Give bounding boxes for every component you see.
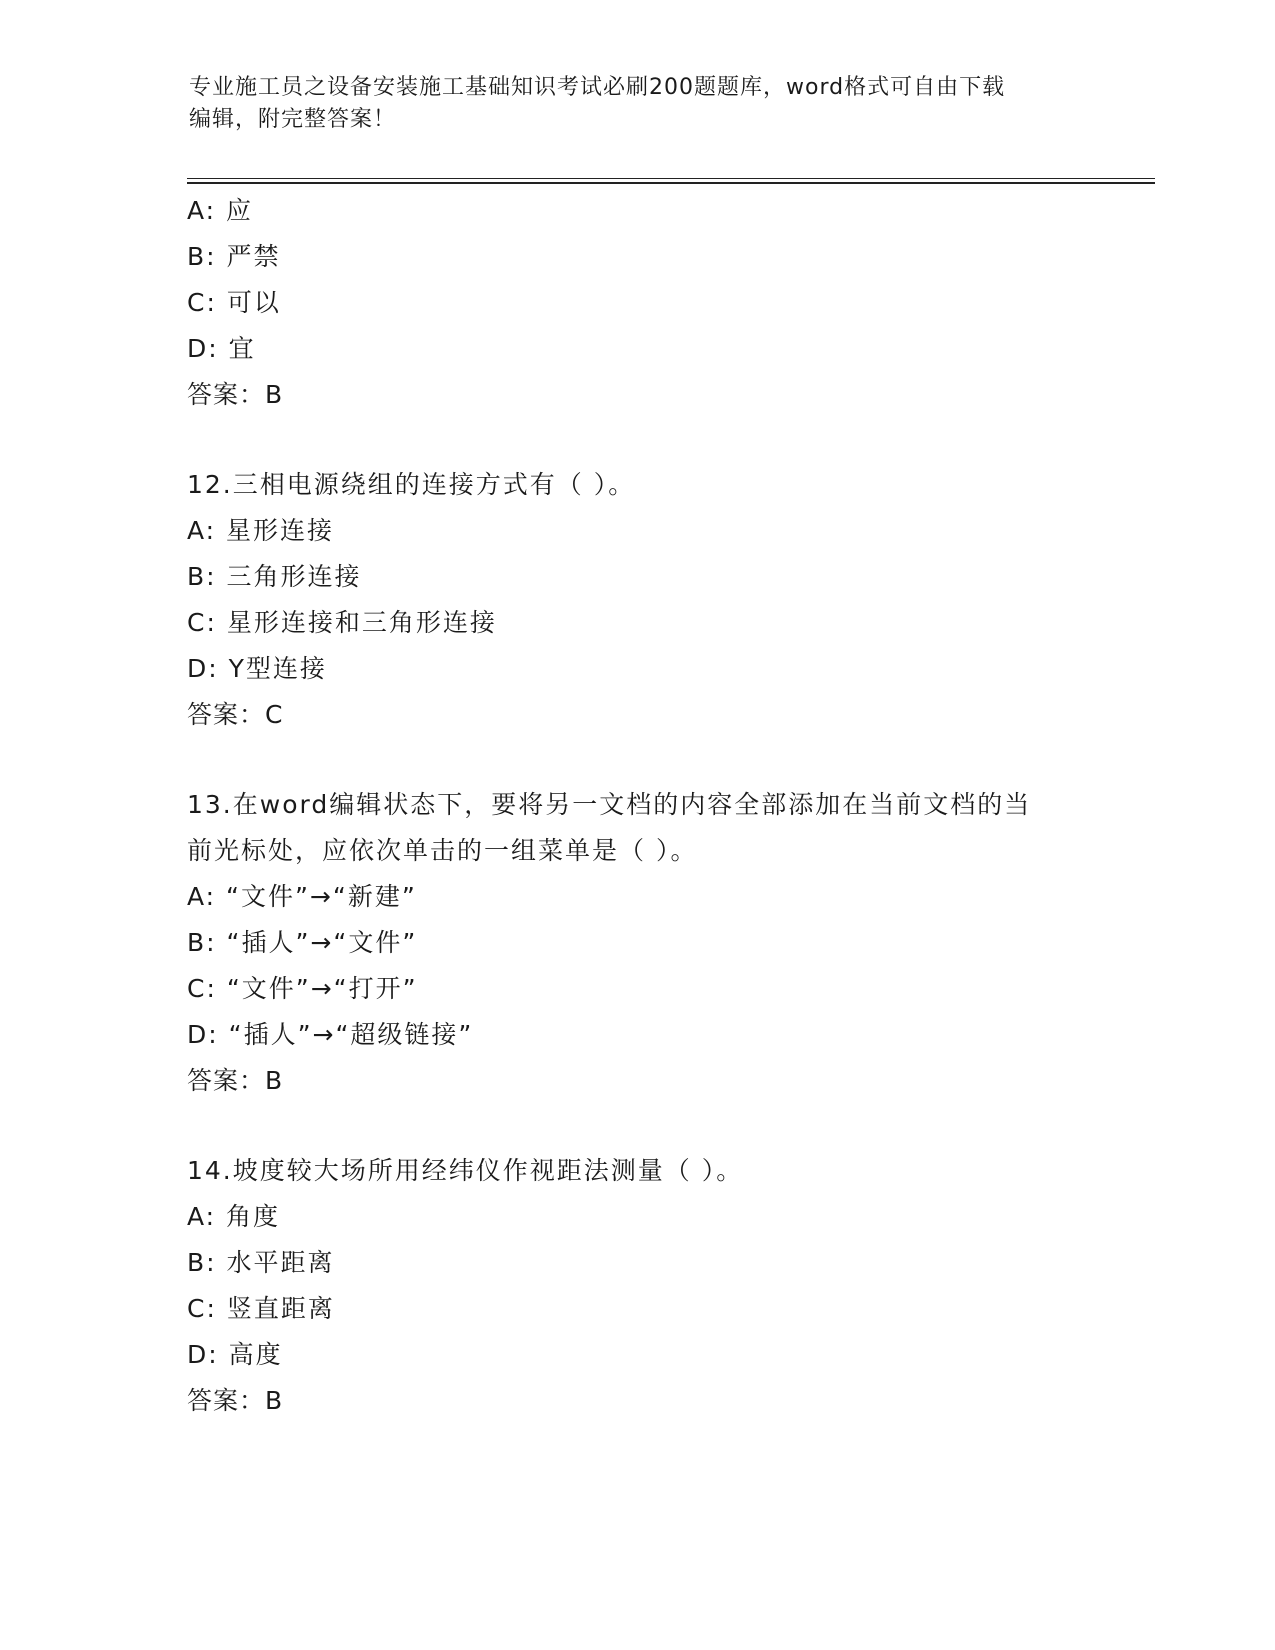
document-header xyxy=(189,72,1069,136)
question-block-13 xyxy=(187,782,1087,1104)
option-c: C: 星形连接和三角形连接 xyxy=(187,608,497,637)
question-text: 14.坡度较大场所用经纬仪作视距法测量（ ）。 xyxy=(187,1156,744,1185)
answer-line: 答案：B xyxy=(187,380,284,409)
header-divider-thick xyxy=(187,182,1155,184)
option-c: C: 可以 xyxy=(187,288,281,317)
option-d: D: 高度 xyxy=(187,1340,283,1369)
option-d: D: 宜 xyxy=(187,334,256,363)
question-block-14 xyxy=(187,1148,1087,1424)
option-b: B: 水平距离 xyxy=(187,1248,335,1277)
header-title-line-2: 编辑，附完整答案！ xyxy=(189,107,397,132)
answer-line: 答案：C xyxy=(187,700,284,729)
option-b: B: “插人”→“文件” xyxy=(187,928,418,957)
header-divider-thin xyxy=(187,178,1155,179)
option-a: A: 应 xyxy=(187,196,254,225)
option-d: D: Y型连接 xyxy=(187,654,327,683)
option-c: C: “文件”→“打开” xyxy=(187,974,418,1003)
option-b: B: 严禁 xyxy=(187,242,281,271)
question-block-prev xyxy=(187,188,1087,418)
question-text: 12.三相电源绕组的连接方式有（ ）。 xyxy=(187,470,636,499)
option-c: C: 竖直距离 xyxy=(187,1294,335,1323)
question-text: 13.在word编辑状态下，要将另一文档的内容全部添加在当前文档的当前光标处，应依次单击的一组菜单是（ ）。 xyxy=(187,790,1032,865)
question-block-12 xyxy=(187,462,1087,738)
question-list xyxy=(187,188,1087,1424)
answer-line: 答案：B xyxy=(187,1066,284,1095)
option-a: A: 角度 xyxy=(187,1202,281,1231)
option-b: B: 三角形连接 xyxy=(187,562,362,591)
option-d: D: “插人”→“超级链接” xyxy=(187,1020,474,1049)
option-a: A: 星形连接 xyxy=(187,516,335,545)
option-a: A: “文件”→“新建” xyxy=(187,882,417,911)
answer-line: 答案：B xyxy=(187,1386,284,1415)
header-title-line-1: 专业施工员之设备安装施工基础知识考试必刷200题题库，word格式可自由下载 xyxy=(189,75,1006,100)
